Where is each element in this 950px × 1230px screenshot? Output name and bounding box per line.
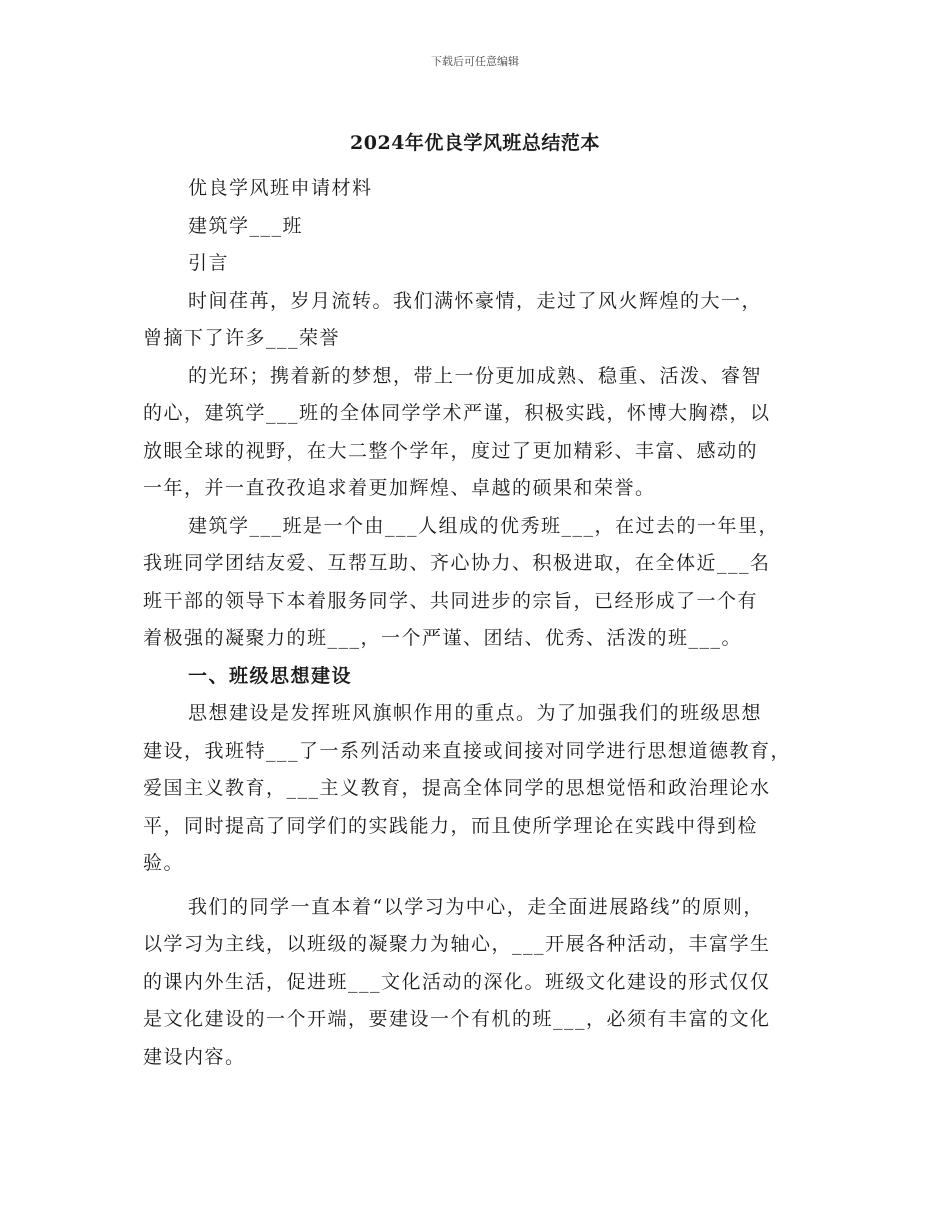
paragraph-line: 引言 <box>188 252 230 274</box>
paragraph-line: 建筑学___班是一个由___人组成的优秀班___，在过去的一年里， <box>188 514 780 537</box>
document-title: 2024年优良学风班总结范本 <box>350 132 600 154</box>
paragraph-line: 曾摘下了许多___荣誉 <box>143 327 341 349</box>
paragraph-line: 的课内外生活，促进班___文化活动的深化。班级文化建设的形式仅仅 <box>143 970 771 993</box>
paragraph-line: 验。 <box>143 852 185 874</box>
paragraph-line: 时间荏苒，岁月流转。我们满怀豪情，走过了风火辉煌的大一， <box>188 289 763 312</box>
paragraph-line: 我们的同学一直本着“以学习为中心，走全面进展路线”的原则， <box>188 895 764 918</box>
paragraph-line: 优良学风班申请材料 <box>188 177 373 199</box>
paragraph-line: 的心，建筑学___班的全体同学学术严谨，积极实践，怀博大胸襟，以 <box>143 402 771 424</box>
paragraph-line: 建筑学___班 <box>188 214 304 237</box>
paragraph-line: 平，同时提高了同学们的实践能力，而且使所学理论在实践中得到检 <box>143 814 759 837</box>
paragraph-line: 的光环；携着新的梦想，带上一份更加成熟、稳重、活泼、睿智 <box>188 364 763 387</box>
paragraph-line: 建设内容。 <box>143 1045 246 1068</box>
document-body <box>143 170 811 1076</box>
paragraph-line: 放眼全球的视野，在大二整个学年，度过了更加精彩、丰富、感动的 <box>143 439 759 462</box>
paragraph-line: 一年，并一直孜孜追求着更加辉煌、卓越的硕果和荣誉。 <box>143 477 656 499</box>
paragraph-line: 班干部的领导下本着服务同学、共同进步的宗旨，已经形成了一个有 <box>143 589 759 612</box>
paragraph-line: 以学习为主线，以班级的凝聚力为轴心，___开展各种活动，丰富学生 <box>143 933 771 955</box>
paragraph-line: 思想建设是发挥班风旗帜作用的重点。为了加强我们的班级思想 <box>188 702 763 724</box>
section-heading: 一、班级思想建设 <box>188 664 353 687</box>
paragraph-line: 爱国主义教育，___主义教育，提高全体同学的思想觉悟和政治理论水 <box>143 777 771 799</box>
page-header-note: 下载后可任意编辑 <box>431 55 519 68</box>
paragraph-line: 着极强的凝聚力的班___，一个严谨、团结、优秀、活泼的班___。 <box>143 627 743 649</box>
paragraph-line: 我班同学团结友爱、互帮互助、齐心协力、积极进取，在全体近___名 <box>143 552 771 574</box>
paragraph-line: 建设，我班特___了一系列活动来直接或间接对同学进行思想道德教育， <box>143 739 792 762</box>
paragraph-line: 是文化建设的一个开端，要建设一个有机的班___，必须有丰富的文化 <box>143 1008 771 1030</box>
